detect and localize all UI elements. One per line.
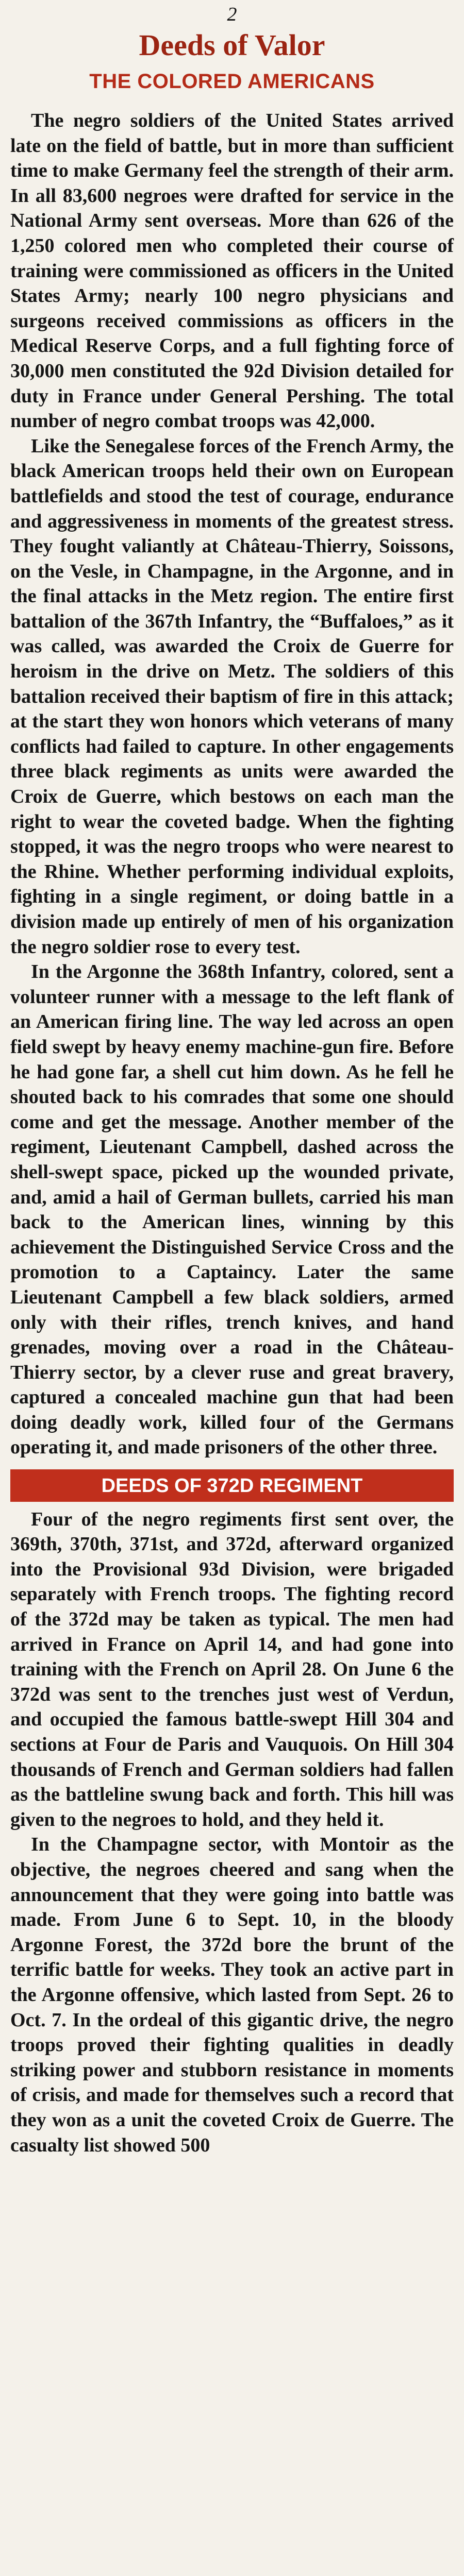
paragraph: In the Champagne sector, with Montoir as the objective, the negroes cheered and sang when the announcement that they were going into battle was made. From June 6 to Sept. 10, in the bloody Argonne Forest, the 372d bore the brunt of the terrific battle for weeks. They took an active part in the Argonne offensive, which lasted from Sept. 26 to Oct. 7. In the ordeal of this gigantic drive, the negro troops proved their fighting qualities in deadly striking power and stubborn resistance in moments of crisis, and made for themselves such a record that they won as a unit the coveted Croix de Guerre. The casualty list showed 500 [10, 1834, 454, 2156]
paragraph: Four of the negro regiments first sent over, the 369th, 370th, 371st, and 372d, afterward organized into the Provisional 93d Division, were brigaded separately with French troops. The fighting record of the 372d may be taken as typical. The men had arrived in France on April 14, and had gone into training with the French on April 28. On June 6 the 372d was sent to the trenches just west of Verdun, and occupied the famous battle-swept Hill 304 and sections at Four de Paris and Vauquois. On Hill 304 thousands of French and German soldiers had fallen as the battleline swung back and forth. This hill was given to the negroes to hold, and they held it. [10, 1508, 454, 1831]
article-body [10, 108, 454, 2158]
paragraph: Like the Senegalese forces of the French Army, the black American troops held their own on European battlefields and stood the test of courage, endurance and aggressiveness in moments of the greatest stress. They fought valiantly at Château-Thierry, Soissons, on the Vesle, in Champagne, in the Argonne, and in the final attacks in the Metz region. The entire first battalion of the 367th Infantry, the “Buffaloes,” as it was called, was awarded the Croix de Guerre for heroism in the drive on Metz. The soldiers of this battalion received their baptism of fire in this attack; at the start they won honors which veterans of many conflicts had failed to capture. In other engagements three black regiments as units were awarded the Croix de Guerre, which bestows on each man the right to wear the coveted badge. When the fighting stopped, it was the negro troops who were nearest to the Rhine. Whether performing individual exploits, fighting in a single regiment, or doing battle in a division made up entirely of men of his organization the negro soldier rose to every test. [10, 435, 454, 958]
paragraph: The negro soldiers of the United States arrived late on the field of battle, but in more than sufficient time to make Germany feel the strength of their arm. In all 83,600 negroes were drafted for service in the National Army sent overseas. More than 626 of the 1,250 colored men who completed their course of training were commissioned as officers in the United States Army; nearly 100 negro physicians and surgeons received commissions as officers in the Medical Reserve Corps, and a full fighting force of 30,000 men constituted the 92d Division detailed for duty in France under General Pershing. The total number of negro combat troops was 42,000. [10, 110, 454, 432]
page-number: 2 [227, 4, 237, 25]
paragraph: In the Argonne the 368th Infantry, colored, sent a volunteer runner with a message to the left flank of an American firing line. The way led across an open field swept by heavy enemy machine-gun fire. Before he had gone far, a shell cut him down. As he fell he shouted back to his comrades that some one should come and get the message. Another member of the regiment, Lieutenant Campbell, dashed across the shell-swept space, picked up the wounded private, and, amid a hail of German bullets, carried his man back to the American lines, winning by this achievement the Distinguished Service Cross and the promotion to a Captaincy. Later the same Lieutenant Campbell a few black soldiers, armed only with their rifles, trench knives, and hand grenades, moving over a road in the Château-Thierry sector, by a clever ruse and great bravery, captured a concealed machine gun that had been doing deadly work, killed four of the Germans operating it, and made prisoners of the other three. [10, 961, 454, 1459]
subheadline: THE COLORED AMERICANS [89, 70, 375, 93]
section-heading: DEEDS OF 372D REGIMENT [10, 1469, 454, 1502]
headline: Deeds of Valor [139, 28, 325, 62]
